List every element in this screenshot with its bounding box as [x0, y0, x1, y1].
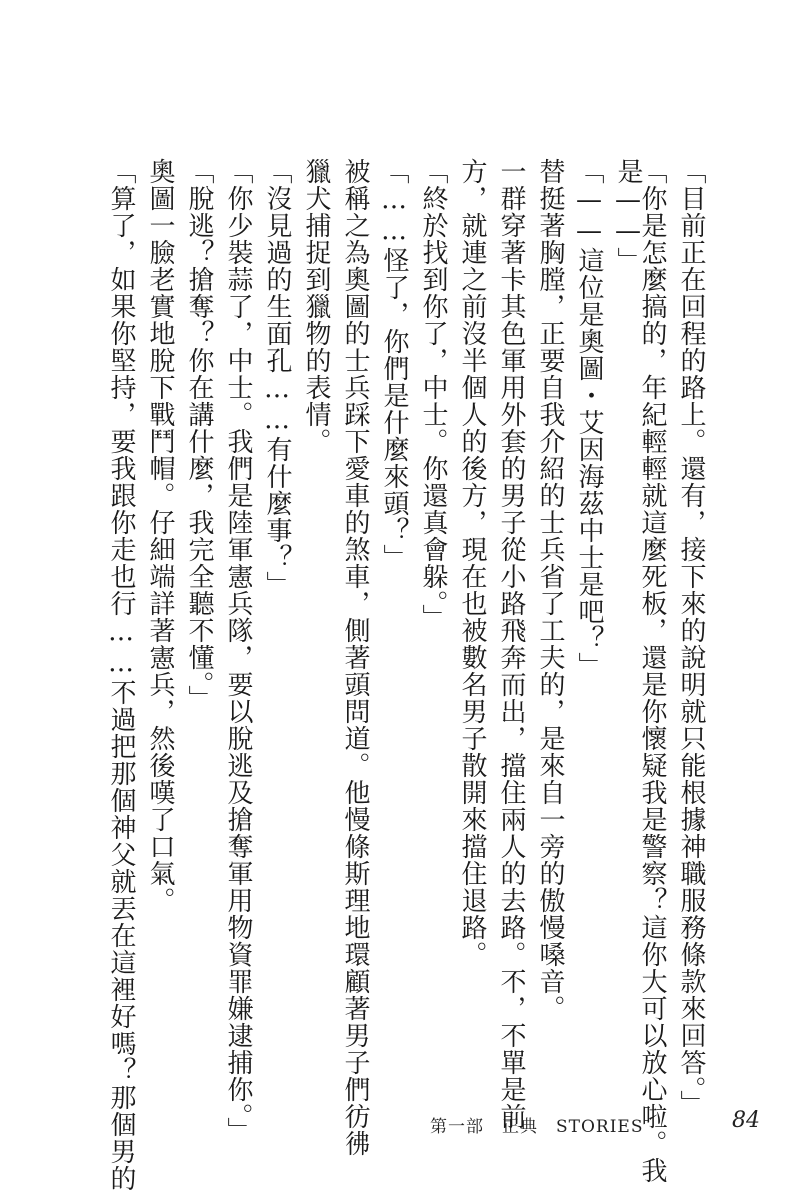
- text-column-2: 「你是怎麼搞的，年紀輕輕就這麼死板，還是你懷疑我是警察？這你大可以放心啦。我: [637, 158, 667, 1184]
- page-footer: [430, 1108, 760, 1138]
- text-column-6: 一群穿著卡其色軍用外套的男子從小路飛奔而出，擋住兩人的去路。不，不單是前: [496, 158, 526, 1130]
- text-column-13: 「你少裝蒜了，中士。我們是陸軍憲兵隊，要以脫逃及搶奪軍用物資罪嫌逮捕你。」: [223, 158, 253, 1144]
- text-column-4: 「——這位是奧圖・艾因海茲中士是吧？」: [574, 158, 604, 679]
- text-column-15: 奧圖一臉老實地脫下戰鬥帽。仔細端詳著憲兵，然後嘆了口氣。: [145, 158, 175, 914]
- text-column-11: 獵犬捕捉到獵物的表情。: [301, 158, 331, 455]
- text-column-14: 「脫逃？搶奪？你在講什麼，我完全聽不懂。」: [184, 158, 214, 712]
- text-column-9: 「……怪了，你們是什麼來頭？」: [379, 158, 409, 571]
- text-column-7: 方，就連之前沒半個人的後方，現在也被數名男子散開來擋住退路。: [457, 158, 487, 968]
- text-column-3: 是——」: [613, 158, 643, 274]
- text-column-12: 「沒見過的生面孔……有什麼事？」: [262, 158, 292, 598]
- text-column-10: 被稱之為奧圖的士兵踩下愛車的煞車，側著頭問道。他慢條斯理地環顧著男子們彷彿: [340, 158, 370, 1157]
- page-number: 84: [732, 1108, 760, 1133]
- text-column-16: 「算了，如果你堅持，要我跟你走也行……不過把那個神父就丟在這裡好嗎？那個男的: [106, 158, 136, 1192]
- text-column-8: 「終於找到你了，中士。你還真會躲。」: [418, 158, 448, 631]
- text-column-1: 「目前正在回程的路上。還有，接下來的說明就只能根據神職服務條款來回答。」: [676, 158, 706, 1117]
- chapter-title: 第一部 正典 STORIES: [430, 1117, 644, 1137]
- text-column-5: 替挺著胸膛，正要自我介紹的士兵省了工夫的，是來自一旁的傲慢嗓音。: [535, 158, 565, 1022]
